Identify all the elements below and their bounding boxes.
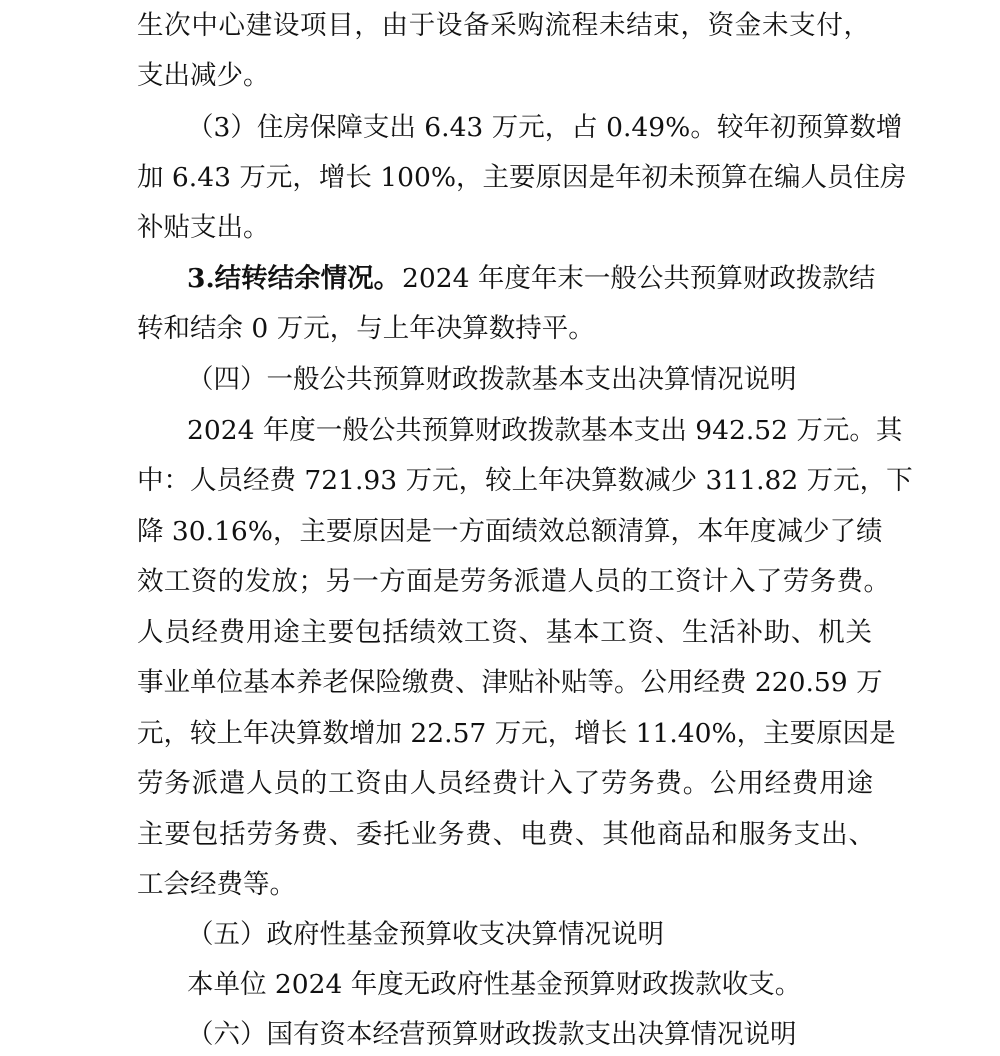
paragraph-line-2: 支出减少。 [137, 60, 270, 91]
paragraph-line-15: 劳务派遣人员的工资由人员经费计入了劳务费。公用经费用途 [137, 768, 873, 799]
paragraph-line-14: 元，较上年决算数增加 22.57 万元，增长 11.40%，主要原因是 [137, 718, 896, 749]
paragraph-line-1: 生次中心建设项目，由于设备采购流程未结束，资金未支付， [137, 10, 870, 41]
paragraph-line-5: 补贴支出。 [137, 212, 270, 243]
section-heading-5: （五）政府性基金预算收支决算情况说明 [187, 919, 664, 950]
paragraph-line-7: 转和结余 0 万元，与上年决算数持平。 [137, 313, 595, 344]
paragraph-line-6: 2024 年度年末一般公共预算财政拨款结 [402, 263, 876, 294]
paragraph-line-16: 主要包括劳务费、委托业务费、电费、其他商品和服务支出、 [137, 819, 875, 850]
paragraph-line-17: 工会经费等。 [137, 869, 296, 900]
paragraph-line-10: 降 30.16%，主要原因是一方面绩效总额清算，本年度减少了绩 [137, 516, 883, 547]
section-heading-6: （六）国有资本经营预算财政拨款支出决算情况说明 [187, 1019, 797, 1050]
paragraph-line-8: 2024 年度一般公共预算财政拨款基本支出 942.52 万元。其 [187, 415, 903, 446]
paragraph-line-18: 本单位 2024 年度无政府性基金预算财政拨款收支。 [187, 969, 802, 1000]
paragraph-line-12: 人员经费用途主要包括绩效工资、基本工资、生活补助、机关 [137, 617, 872, 648]
paragraph-line-3: （3）住房保障支出 6.43 万元，占 0.49%。较年初预算数增 [187, 112, 903, 143]
paragraph-line-9: 中：人员经费 721.93 万元，较上年决算数减少 311.82 万元，下 [137, 465, 913, 496]
paragraph-line-13: 事业单位基本养老保险缴费、津贴补贴等。公用经费 220.59 万 [137, 667, 883, 698]
paragraph-line-4: 加 6.43 万元，增长 100%，主要原因是年初未预算在编人员住房 [137, 162, 907, 193]
paragraph-line-11: 效工资的发放；另一方面是劳务派遣人员的工资计入了劳务费。 [137, 566, 890, 597]
section-heading-carryover: 3.结转结余情况。 [187, 263, 401, 294]
section-heading-4: （四）一般公共预算财政拨款基本支出决算情况说明 [187, 364, 797, 395]
